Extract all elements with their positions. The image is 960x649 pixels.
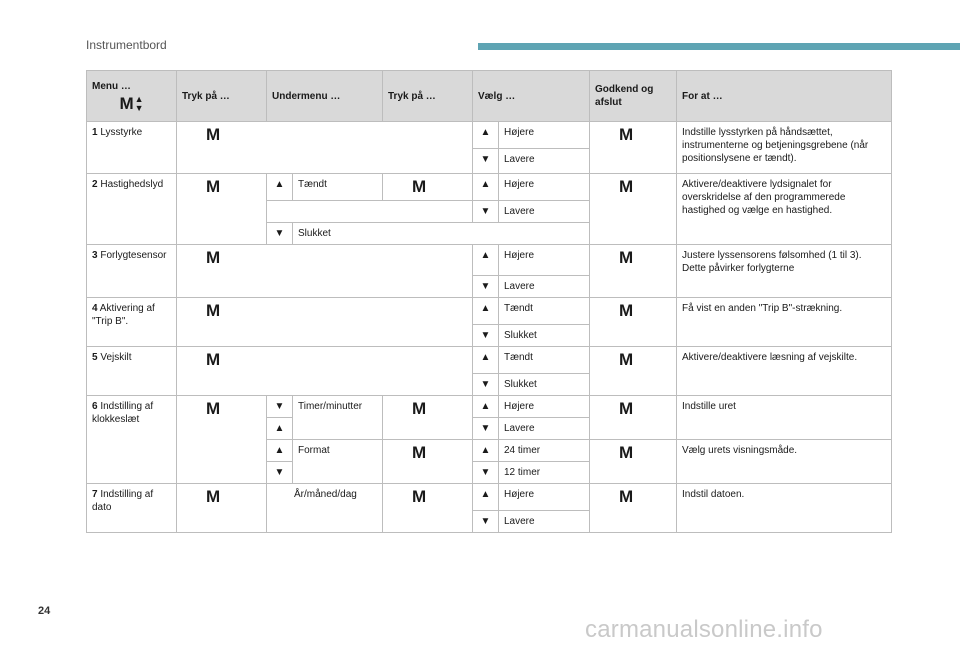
press-cell: [177, 245, 473, 298]
confirm-cell: [590, 347, 677, 396]
purpose-cell: Få vist en anden "Trip B"-strækning.: [677, 298, 892, 347]
down-arrow-icon: ▼: [274, 228, 285, 239]
press-cell: [177, 174, 267, 245]
select-option: Højere: [499, 245, 590, 276]
confirm-cell: [590, 245, 677, 298]
up-arrow-icon: ▲: [480, 489, 491, 500]
up-arrow-icon: ▲: [480, 250, 491, 261]
header-menu: Menu … M ▲ ▼: [87, 71, 177, 122]
section-title: Instrumentbord: [86, 38, 167, 52]
select-option: Lavere: [499, 511, 590, 533]
down-arrow-icon: ▼: [480, 281, 491, 292]
down-arrow-icon: ▼: [480, 154, 491, 165]
up-arrow-icon: ▲: [480, 352, 491, 363]
header-purpose: For at …: [677, 71, 892, 122]
up-arrow-cell: [473, 174, 499, 201]
m-button-icon: M: [206, 125, 221, 144]
select-option: Tændt: [499, 298, 590, 325]
m-button-icon: M: [619, 350, 634, 369]
up-arrow-cell: [473, 298, 499, 325]
table-row: [87, 484, 892, 511]
up-arrow-icon: ▲: [274, 179, 285, 190]
header-press-1: Tryk på …: [177, 71, 267, 122]
up-arrow-cell: [473, 347, 499, 374]
select-option: Slukket: [499, 374, 590, 396]
press-cell: [383, 484, 473, 533]
up-arrow-cell: [473, 440, 499, 462]
submenu-option: Timer/minutter: [293, 396, 383, 440]
menu-cell: 4 Aktivering af "Trip B".: [87, 298, 177, 347]
up-arrow-icon: ▲: [480, 303, 491, 314]
down-arrow-cell: [473, 511, 499, 533]
up-arrow-cell: [267, 440, 293, 462]
purpose-cell: Indstil datoen.: [677, 484, 892, 533]
header-confirm: Godkend og afslut: [590, 71, 677, 122]
menu-cell: 5 Vejskilt: [87, 347, 177, 396]
table-row: [87, 122, 892, 149]
press-cell: [177, 298, 473, 347]
down-arrow-cell: [473, 149, 499, 174]
table-row: [87, 396, 892, 418]
up-arrow-icon: ▲: [274, 423, 285, 434]
up-arrow-cell: [473, 245, 499, 276]
page-number: 24: [38, 605, 51, 617]
select-option: Højere: [499, 122, 590, 149]
m-button-icon: M: [412, 487, 427, 506]
down-arrow-cell: [473, 276, 499, 298]
m-button-icon: M: [619, 248, 634, 267]
down-arrow-icon: ▼: [480, 330, 491, 341]
confirm-cell: [590, 298, 677, 347]
confirm-cell: [590, 440, 677, 484]
up-arrow-icon: ▲: [480, 445, 491, 456]
header-press-2: Tryk på …: [383, 71, 473, 122]
down-arrow-cell: [473, 201, 499, 223]
submenu-option: Format: [293, 440, 383, 484]
m-button-icon: M: [619, 301, 634, 320]
m-up-down-icon: M ▲ ▼: [119, 93, 144, 113]
press-cell: [177, 122, 473, 174]
m-button-icon: M: [619, 125, 634, 144]
up-arrow-icon: ▲: [134, 93, 144, 104]
press-cell: [177, 484, 267, 533]
empty-cell: [267, 201, 473, 223]
press-cell: [383, 174, 473, 201]
down-arrow-cell: [473, 325, 499, 347]
purpose-cell: Vælg urets visningsmåde.: [677, 440, 892, 484]
m-button-icon: M: [206, 350, 221, 369]
table-row: [87, 245, 892, 276]
down-arrow-icon: ▼: [274, 401, 285, 412]
down-arrow-icon: ▼: [480, 423, 491, 434]
press-cell: [177, 347, 473, 396]
m-button-icon: M: [206, 487, 221, 506]
menu-table: [86, 70, 892, 533]
menu-cell: 6 Indstilling af klokkeslæt: [87, 396, 177, 484]
purpose-cell: Aktivere/deaktivere lydsignalet for overskridelse af den programmerede hastighed og vælge en hastighed.: [677, 174, 892, 245]
up-arrow-icon: ▲: [274, 445, 285, 456]
down-arrow-cell: [473, 374, 499, 396]
m-button-icon: M: [206, 177, 221, 196]
up-arrow-cell: [473, 122, 499, 149]
confirm-cell: [590, 484, 677, 533]
m-button-icon: M: [206, 301, 221, 320]
down-arrow-cell: [473, 418, 499, 440]
down-arrow-icon: ▼: [480, 467, 491, 478]
select-option: Højere: [499, 484, 590, 511]
press-cell: [177, 396, 267, 484]
purpose-cell: Indstille lysstyrken på håndsættet, instrumenterne og betjeningsgrebene (når positionslysene er tændt).: [677, 122, 892, 174]
down-arrow-cell: [267, 223, 293, 245]
m-button-icon: M: [619, 399, 634, 418]
menu-cell: 2 Hastighedslyd: [87, 174, 177, 245]
m-button-icon: M: [619, 487, 634, 506]
m-button-icon: M: [206, 399, 221, 418]
header-accent-bar: [478, 43, 960, 50]
select-option: 24 timer: [499, 440, 590, 462]
down-arrow-icon: ▼: [480, 206, 491, 217]
up-arrow-cell: [267, 418, 293, 440]
press-cell: [383, 396, 473, 440]
confirm-cell: [590, 122, 677, 174]
select-option: Lavere: [499, 201, 590, 223]
submenu-option: Tændt: [293, 174, 383, 201]
table-row: [87, 174, 892, 201]
menu-cell: 3 Forlygtesensor: [87, 245, 177, 298]
press-cell: [383, 440, 473, 484]
header-select: Vælg …: [473, 71, 590, 122]
select-option: Lavere: [499, 418, 590, 440]
menu-cell: 7 Indstilling af dato: [87, 484, 177, 533]
purpose-cell: Indstille uret: [677, 396, 892, 440]
m-button-icon: M: [412, 177, 427, 196]
m-button-icon: M: [206, 248, 221, 267]
select-option: Højere: [499, 396, 590, 418]
confirm-cell: [590, 174, 677, 245]
header-submenu: Undermenu …: [267, 71, 383, 122]
confirm-cell: [590, 396, 677, 440]
m-button-icon: M: [412, 443, 427, 462]
purpose-cell: Justere lyssensorens følsomhed (1 til 3). Dette påvirker forlygterne: [677, 245, 892, 298]
select-option: Lavere: [499, 149, 590, 174]
m-button-icon: M: [619, 443, 634, 462]
up-arrow-cell: [473, 396, 499, 418]
select-option: 12 timer: [499, 462, 590, 484]
down-arrow-icon: ▼: [480, 516, 491, 527]
up-arrow-icon: ▲: [480, 179, 491, 190]
select-option: Slukket: [499, 325, 590, 347]
purpose-cell: Aktivere/deaktivere læsning af vejskilte.: [677, 347, 892, 396]
table-row: [87, 298, 892, 325]
down-arrow-icon: ▼: [134, 102, 144, 113]
table-row: [87, 347, 892, 374]
select-option: Lavere: [499, 276, 590, 298]
submenu-option: År/måned/dag: [267, 484, 383, 533]
m-button-icon: M: [619, 177, 634, 196]
down-arrow-cell: [267, 396, 293, 418]
up-arrow-icon: ▲: [480, 401, 491, 412]
table-header-row: [87, 71, 892, 122]
down-arrow-icon: ▼: [274, 467, 285, 478]
up-arrow-icon: ▲: [480, 127, 491, 138]
m-button-icon: M: [412, 399, 427, 418]
watermark: carmanualsonline.info: [585, 616, 823, 643]
up-arrow-cell: [473, 484, 499, 511]
submenu-option: Slukket: [293, 223, 590, 245]
menu-cell: 1 Lysstyrke: [87, 122, 177, 174]
select-option: Tændt: [499, 347, 590, 374]
down-arrow-cell: [267, 462, 293, 484]
down-arrow-icon: ▼: [480, 379, 491, 390]
up-arrow-cell: [267, 174, 293, 201]
down-arrow-cell: [473, 462, 499, 484]
select-option: Højere: [499, 174, 590, 201]
